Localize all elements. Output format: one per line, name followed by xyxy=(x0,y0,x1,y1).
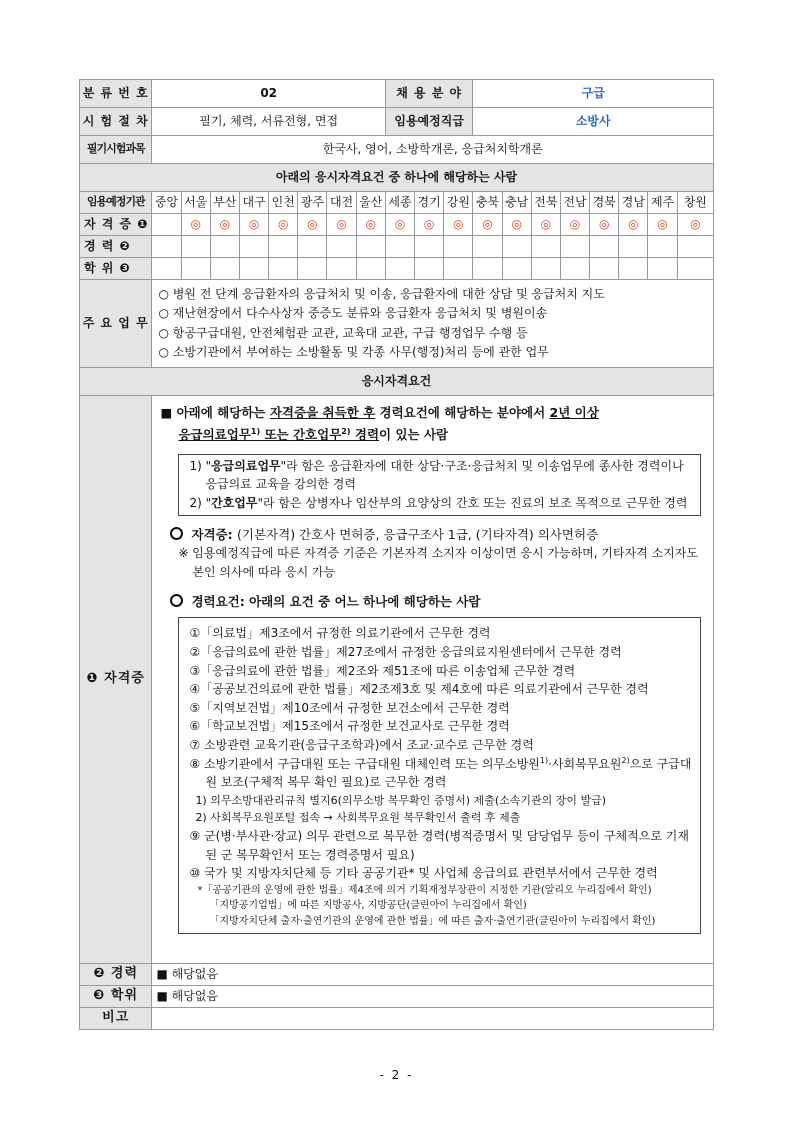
org-header-cell: 중앙 xyxy=(152,192,181,214)
org-mark-cell: ◎ xyxy=(415,214,444,236)
org-mark-cell xyxy=(327,258,356,280)
org-mark-cell xyxy=(415,258,444,280)
org-mark-cell xyxy=(239,236,268,258)
row-label-degree: 학 위 ❸ xyxy=(80,258,152,280)
org-mark-cell: ◎ xyxy=(210,214,239,236)
lead-underline: 응급의료업무 xyxy=(178,426,251,442)
definition-1: 1) "응급의료업무"라 함은 응급환자에 대한 상담·구조·응급처치 및 이송업무에 종사한 경력이나 응급의료 교육을 강의한 경력 xyxy=(189,458,684,492)
org-mark-cell xyxy=(531,258,560,280)
career-list-box xyxy=(178,617,701,934)
org-header-cell: 경북 xyxy=(590,192,619,214)
org-mark-cell xyxy=(502,258,531,280)
career-item: ⑥「학교보건법」제15조에서 규정한 보건교사로 근무한 경력 xyxy=(189,719,510,734)
org-mark-cell xyxy=(385,258,414,280)
lead-underline: 2년 이상 xyxy=(549,405,599,420)
org-mark-cell xyxy=(619,258,648,280)
row-label-cert: 자 격 증 ❶ xyxy=(80,214,152,236)
field-value: 구급 xyxy=(473,80,714,108)
org-mark-cell xyxy=(648,258,677,280)
org-header-cell: 대전 xyxy=(327,192,356,214)
cert-note: ※ 임용예정직급에 따른 자격증 기준은 기본자격 소지자 이상이면 응시 가능하며, 기타자격 소지자도 본인 의사에 따라 응시 가능 xyxy=(178,546,698,580)
career-value: ■ 해당없음 xyxy=(152,964,714,986)
duties-label: 주 요 업 무 xyxy=(80,280,152,368)
org-header-cell: 전북 xyxy=(531,192,560,214)
exam-proc-label: 시 험 절 차 xyxy=(80,108,152,136)
org-header-cell: 대구 xyxy=(239,192,268,214)
org-mark-cell xyxy=(356,258,385,280)
org-header-cell: 부산 xyxy=(210,192,239,214)
org-mark-cell xyxy=(210,236,239,258)
lead-underline: 경력 xyxy=(350,426,380,442)
org-mark-cell xyxy=(152,236,181,258)
org-header-cell: 경남 xyxy=(619,192,648,214)
org-mark-cell xyxy=(473,236,502,258)
org-mark-cell xyxy=(677,236,713,258)
org-header-cell: 광주 xyxy=(298,192,327,214)
ring-icon xyxy=(170,594,183,607)
org-mark-cell: ◎ xyxy=(298,214,327,236)
cert-requirement: 자격증: (기본자격) 간호사 면허증, 응급구조사 1급, (기타자격) 의사면허증 xyxy=(170,526,705,545)
subjects-label: 필기시험과목 xyxy=(80,136,152,164)
org-mark-cell xyxy=(648,236,677,258)
org-mark-cell xyxy=(444,258,473,280)
duty-item: ○ 병원 전 단계 응급환자의 응급처치 및 이송, 응급환자에 대한 상담 및 응급처치 지도 xyxy=(158,287,605,302)
rank-label: 임용예정직급 xyxy=(385,108,473,136)
org-mark-cell: ◎ xyxy=(181,214,210,236)
career-item: ⑤「지역보건법」제10조에서 규정한 보건소에서 근무한 경력 xyxy=(189,700,510,715)
org-mark-cell: ◎ xyxy=(356,214,385,236)
org-mark-cell xyxy=(560,236,589,258)
org-mark-cell: ◎ xyxy=(531,214,560,236)
org-header-cell: 울산 xyxy=(356,192,385,214)
lead-text: 이 있는 사람 xyxy=(379,426,449,442)
lead-underline: 간호업무 xyxy=(292,426,342,442)
field-label: 채 용 분 야 xyxy=(385,80,473,108)
org-mark-cell: ◎ xyxy=(590,214,619,236)
org-header-cell: 충북 xyxy=(473,192,502,214)
org-header-cell: 세종 xyxy=(385,192,414,214)
career-item-8-sub: 2) 사회복무요원포털 접속 → 사회복무요원 복무확인서 출력 후 제출 xyxy=(195,811,521,825)
org-mark-cell xyxy=(590,236,619,258)
org-header-cell: 창원 xyxy=(677,192,713,214)
org-mark-cell xyxy=(531,236,560,258)
cert-label: ❶ 자격증 xyxy=(80,396,152,964)
org-mark-cell xyxy=(502,236,531,258)
org-mark-cell xyxy=(677,258,713,280)
org-header-cell: 전남 xyxy=(560,192,589,214)
career-item: ①「의료법」제3조에서 규정한 의료기관에서 근무한 경력 xyxy=(189,626,491,641)
org-mark-cell xyxy=(619,236,648,258)
remark-value xyxy=(152,1008,714,1030)
row-label-career: 경 력 ❷ xyxy=(80,236,152,258)
cert-body xyxy=(152,396,714,964)
org-mark-cell: ◎ xyxy=(473,214,502,236)
org-header-cell: 충남 xyxy=(502,192,531,214)
org-mark-cell xyxy=(210,258,239,280)
org-header-cell: 서울 xyxy=(181,192,210,214)
footnote: 「지방자치단체 출자·출연기관의 운영에 관한 법률」에 따른 출자·출연기관(클린아이 누리집에서 확인) xyxy=(209,915,656,927)
degree-value: ■ 해당없음 xyxy=(152,986,714,1008)
org-mark-cell: ◎ xyxy=(560,214,589,236)
org-mark-cell xyxy=(152,258,181,280)
career-item: ④「공공보건의료에 관한 법률」제2조제3호 및 제4호에 따른 의료기관에서 근무한 경력 xyxy=(189,682,649,697)
org-mark-cell: ◎ xyxy=(677,214,713,236)
org-header-cell: 강원 xyxy=(444,192,473,214)
org-mark-cell xyxy=(473,258,502,280)
org-mark-cell xyxy=(385,236,414,258)
org-mark-cell xyxy=(269,236,298,258)
org-mark-cell: ◎ xyxy=(648,214,677,236)
requirement-banner: 아래의 응시자격요건 중 하나에 해당하는 사람 xyxy=(80,164,714,192)
career-item: ③「응급의료에 관한 법률」제2조와 제51조에 따른 이송업체 근무한 경력 xyxy=(189,663,576,678)
career-label: ❷ 경력 xyxy=(80,964,152,986)
class-no-label: 분 류 번 호 xyxy=(80,80,152,108)
org-mark-cell xyxy=(181,258,210,280)
career-item-8: ⑧ 소방기관에서 구급대원 또는 구급대원 대체인력 또는 의무소방원$^{1)}$·사회복무요원$^{2)}$으로 구급대원 보조(구체적 복무 확인 필요)로 근무한 경력 xyxy=(189,755,692,790)
duty-item: ○ 항공구급대원, 안전체험관 교관, 교육대 교관, 구급 행정업무 수행 등 xyxy=(158,325,528,340)
org-mark-cell xyxy=(356,236,385,258)
org-header-cell: 제주 xyxy=(648,192,677,214)
org-mark-cell xyxy=(444,236,473,258)
recruitment-table xyxy=(79,79,714,1030)
career-requirement: 경력요건: 아래의 요건 중 어느 하나에 해당하는 사람 xyxy=(170,593,705,612)
career-item-8-sub: 1) 의무소방대관리규칙 별지6(의무소방 복무확인 증명서) 제출(소속기관의 장이 발급) xyxy=(195,793,607,807)
footnote: *「공공기관의 운영에 관한 법률」제4조에 의거 기획재정부장관이 지정한 기관(알리오 누리집에서 확인) xyxy=(197,884,652,896)
career-item: ②「응급의료에 관한 법률」제27조에서 규정한 응급의료지원센터에서 근무한 경력 xyxy=(189,645,622,659)
qualification-title: 응시자격요건 xyxy=(80,368,714,396)
duty-item: ○ 재난현장에서 다수사상자 중증도 분류와 응급환자 응급처치 및 병원이송 xyxy=(158,306,548,321)
org-mark-cell xyxy=(415,236,444,258)
ring-icon xyxy=(170,527,183,540)
org-mark-cell xyxy=(298,258,327,280)
degree-label: ❸ 학위 xyxy=(80,986,152,1008)
subjects-value: 한국사, 영어, 소방학개론, 응급처치학개론 xyxy=(152,136,714,164)
org-mark-cell xyxy=(239,258,268,280)
org-mark-cell: ◎ xyxy=(502,214,531,236)
org-mark-cell xyxy=(560,258,589,280)
org-mark-cell: ◎ xyxy=(327,214,356,236)
career-item-9: ⑨ 군(병·부사관·장교) 의무 관련으로 복무한 경력(병적증명서 및 담당업무 등이 구체적으로 기재된 군 복무확인서 또는 경력증명서 필요) xyxy=(189,828,689,862)
class-no-value: 02 xyxy=(152,80,385,108)
career-item: ⑦ 소방관련 교육기관(응급구조학과)에서 조교·교수로 근무한 경력 xyxy=(189,737,534,752)
org-mark-cell xyxy=(152,214,181,236)
org-mark-cell: ◎ xyxy=(444,214,473,236)
org-mark-cell xyxy=(181,236,210,258)
exam-proc-value: 필기, 체력, 서류전형, 면접 xyxy=(152,108,385,136)
footnote-mark: 2) xyxy=(341,426,351,436)
org-header-cell: 경기 xyxy=(415,192,444,214)
org-mark-cell xyxy=(327,236,356,258)
org-mark-cell xyxy=(590,258,619,280)
lead-text: ■ 아래에 해당하는 xyxy=(160,405,270,420)
lead-text: 경력요건에 해당하는 분야에서 xyxy=(375,405,550,420)
footnote-mark: 1) xyxy=(250,426,261,436)
org-mark-cell xyxy=(298,236,327,258)
duty-item: ○ 소방기관에서 부여하는 소방활동 및 각종 사무(행정)처리 등에 관한 업무 xyxy=(158,344,549,359)
career-item-10: ⑩ 국가 및 지방자치단체 등 기타 공공기관* 및 사업체 응급의료 관련부서에서 근무한 경력 xyxy=(189,866,658,881)
footnote: 「지방공기업법」에 따른 지방공사, 지방공단(클린아이 누리집에서 확인) xyxy=(209,900,527,912)
cert-lead xyxy=(160,402,705,446)
org-mark-cell: ◎ xyxy=(385,214,414,236)
org-mark-cell: ◎ xyxy=(619,214,648,236)
duties-list xyxy=(152,280,714,368)
org-mark-cell xyxy=(269,258,298,280)
org-header-label: 임용예정기관 xyxy=(80,192,152,214)
page-number: - 2 - xyxy=(379,1068,414,1082)
org-mark-cell: ◎ xyxy=(269,214,298,236)
definition-box xyxy=(178,454,701,516)
org-header-cell: 인천 xyxy=(269,192,298,214)
rank-value: 소방사 xyxy=(473,108,714,136)
definition-2: 2) "간호업무"라 함은 상병자나 임산부의 요양상의 간호 또는 진료의 보조 목적으로 근무한 경력 xyxy=(189,495,688,510)
remark-label: 비고 xyxy=(80,1008,152,1030)
lead-underline: 자격증을 취득한 후 xyxy=(269,405,376,420)
org-mark-cell: ◎ xyxy=(239,214,268,236)
lead-underline: 또는 xyxy=(260,426,293,442)
